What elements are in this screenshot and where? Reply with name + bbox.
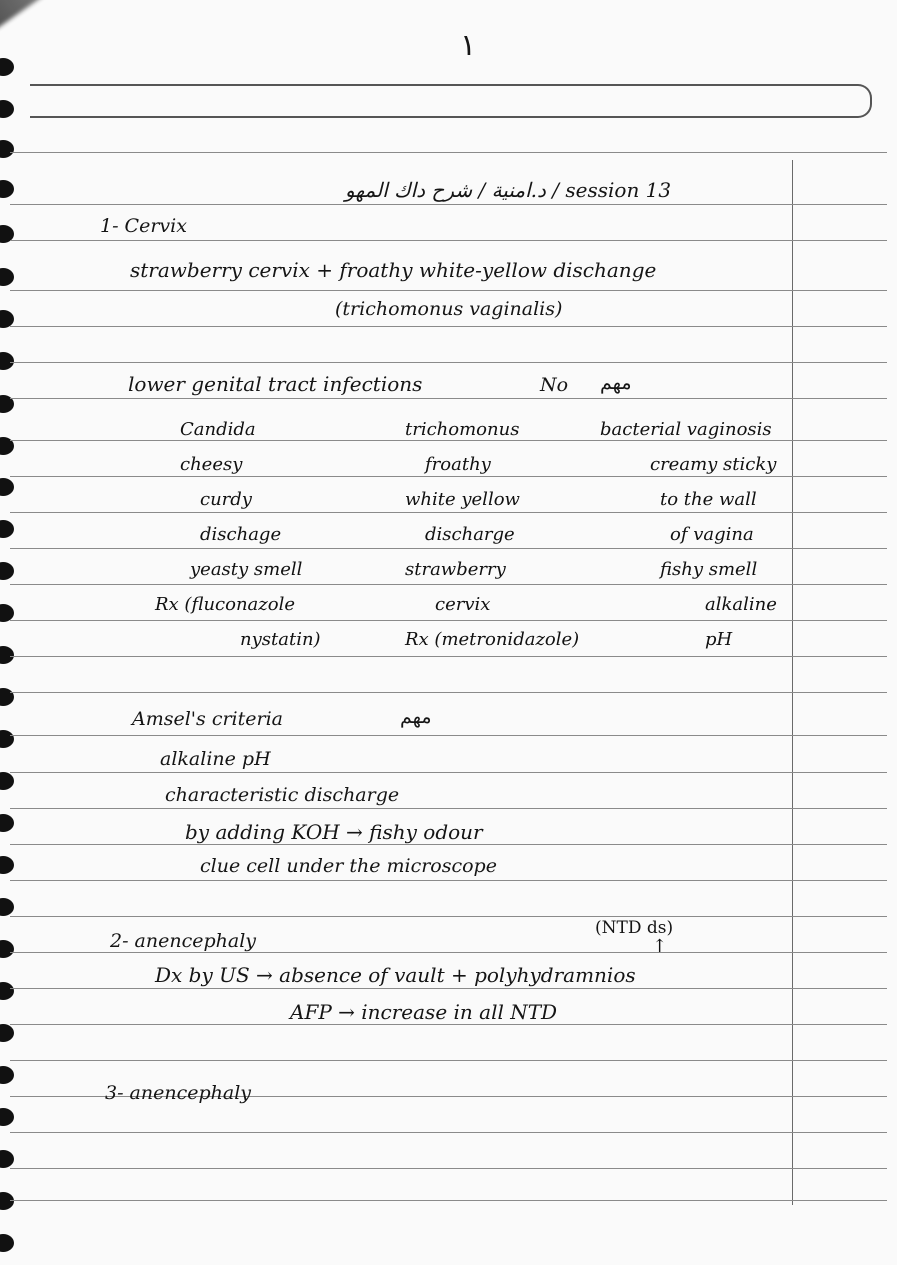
binding-hole xyxy=(0,180,14,198)
column-cell: pH xyxy=(705,629,733,650)
important-note: مهم xyxy=(600,372,632,394)
column-cell: curdy xyxy=(200,489,252,510)
amsel-item: characteristic discharge xyxy=(165,784,400,806)
binding-hole xyxy=(0,940,14,958)
ruled-line xyxy=(10,1060,887,1061)
column-cell: dischage xyxy=(200,524,282,545)
page-number: ١ xyxy=(460,28,477,63)
column-cell: cheesy xyxy=(180,454,243,475)
ruled-line xyxy=(10,1024,887,1025)
section-1-line2: (trichomonus vaginalis) xyxy=(335,298,563,320)
column-cell: yeasty smell xyxy=(190,559,303,580)
binding-hole xyxy=(0,268,14,286)
column-cell: strawberry xyxy=(405,559,506,580)
column-cell: fishy smell xyxy=(660,559,758,580)
column-cell: Rx (metronidazole) xyxy=(405,629,580,650)
binding-hole xyxy=(0,1150,14,1168)
binding-hole xyxy=(0,1192,14,1210)
binding-hole xyxy=(0,562,14,580)
ruled-line xyxy=(10,1200,887,1201)
margin-line xyxy=(792,160,793,1205)
binding-hole xyxy=(0,352,14,370)
binding-hole xyxy=(0,520,14,538)
amsel-item: clue cell under the microscope xyxy=(200,855,497,877)
column-cell: of vagina xyxy=(670,524,754,545)
binding-hole xyxy=(0,814,14,832)
ruled-line xyxy=(10,326,887,327)
ruled-line xyxy=(10,988,887,989)
ruled-line xyxy=(10,844,887,845)
ruled-line xyxy=(10,1168,887,1169)
binding-hole xyxy=(0,140,14,158)
column-cell: cervix xyxy=(435,594,491,615)
ruled-line xyxy=(10,240,887,241)
binding-hole xyxy=(0,772,14,790)
ruled-line xyxy=(10,808,887,809)
binding-hole xyxy=(0,730,14,748)
binding-hole xyxy=(0,646,14,664)
binding-hole xyxy=(0,1234,14,1252)
binding-hole xyxy=(0,898,14,916)
column-cell: to the wall xyxy=(660,489,757,510)
ruled-line xyxy=(10,692,887,693)
ruled-line xyxy=(10,772,887,773)
column-cell: froathy xyxy=(425,454,491,475)
column-cell: Rx (fluconazole xyxy=(155,594,296,615)
column-title: bacterial vaginosis xyxy=(600,419,772,440)
ntd-note: (NTD ds) xyxy=(595,918,674,938)
section-1-line1: strawberry cervix + froathy white-yellow dischange xyxy=(130,258,657,282)
bacterial-vaginosis-column xyxy=(600,412,777,657)
candida-column xyxy=(155,412,321,657)
ruled-line xyxy=(10,916,887,917)
binding-hole xyxy=(0,58,14,76)
amsel-heading: Amsel's criteria xyxy=(132,708,283,730)
amsel-item: alkaline pH xyxy=(160,748,271,770)
section-3-heading: 3- anencephaly xyxy=(105,1082,252,1104)
binding-hole xyxy=(0,688,14,706)
binding-hole xyxy=(0,1066,14,1084)
binding-hole xyxy=(0,982,14,1000)
page-header: د.امنية / شرح داك المهو / session 13 xyxy=(345,178,672,202)
ruled-line xyxy=(10,398,887,399)
binding-holes xyxy=(0,0,30,1265)
section-2-line1: Dx by US → absence of vault + polyhydramnios xyxy=(155,963,636,987)
ruled-line xyxy=(10,290,887,291)
trichomonus-column xyxy=(405,412,579,657)
binding-hole xyxy=(0,478,14,496)
column-cell: alkaline xyxy=(705,594,777,615)
column-title: trichomonus xyxy=(405,419,520,440)
binding-hole xyxy=(0,100,14,118)
infections-heading: lower genital tract infections xyxy=(128,372,423,396)
ruled-line xyxy=(10,1132,887,1133)
amsel-note: مهم xyxy=(400,706,432,728)
ruled-line xyxy=(10,362,887,363)
ruled-line xyxy=(10,952,887,953)
column-cell: discharge xyxy=(425,524,515,545)
no-label: No xyxy=(540,374,569,396)
ruled-line xyxy=(10,735,887,736)
column-cell: nystatin) xyxy=(240,629,321,650)
binding-hole xyxy=(0,1024,14,1042)
section-2-heading: 2- anencephaly xyxy=(110,930,257,952)
section-1-heading: 1- Cervix xyxy=(100,215,187,237)
column-cell: creamy sticky xyxy=(650,454,777,475)
section-2-line2: AFP → increase in all NTD xyxy=(290,1000,558,1024)
ruled-line xyxy=(10,204,887,205)
up-arrow-icon: ↑ xyxy=(652,936,668,957)
binding-hole xyxy=(0,856,14,874)
ruled-line xyxy=(10,880,887,881)
column-title: Candida xyxy=(180,419,256,440)
header-band xyxy=(30,84,872,118)
amsel-item: by adding KOH → fishy odour xyxy=(185,820,483,844)
ruled-line xyxy=(10,152,887,153)
binding-hole xyxy=(0,1108,14,1126)
column-cell: white yellow xyxy=(405,489,520,510)
